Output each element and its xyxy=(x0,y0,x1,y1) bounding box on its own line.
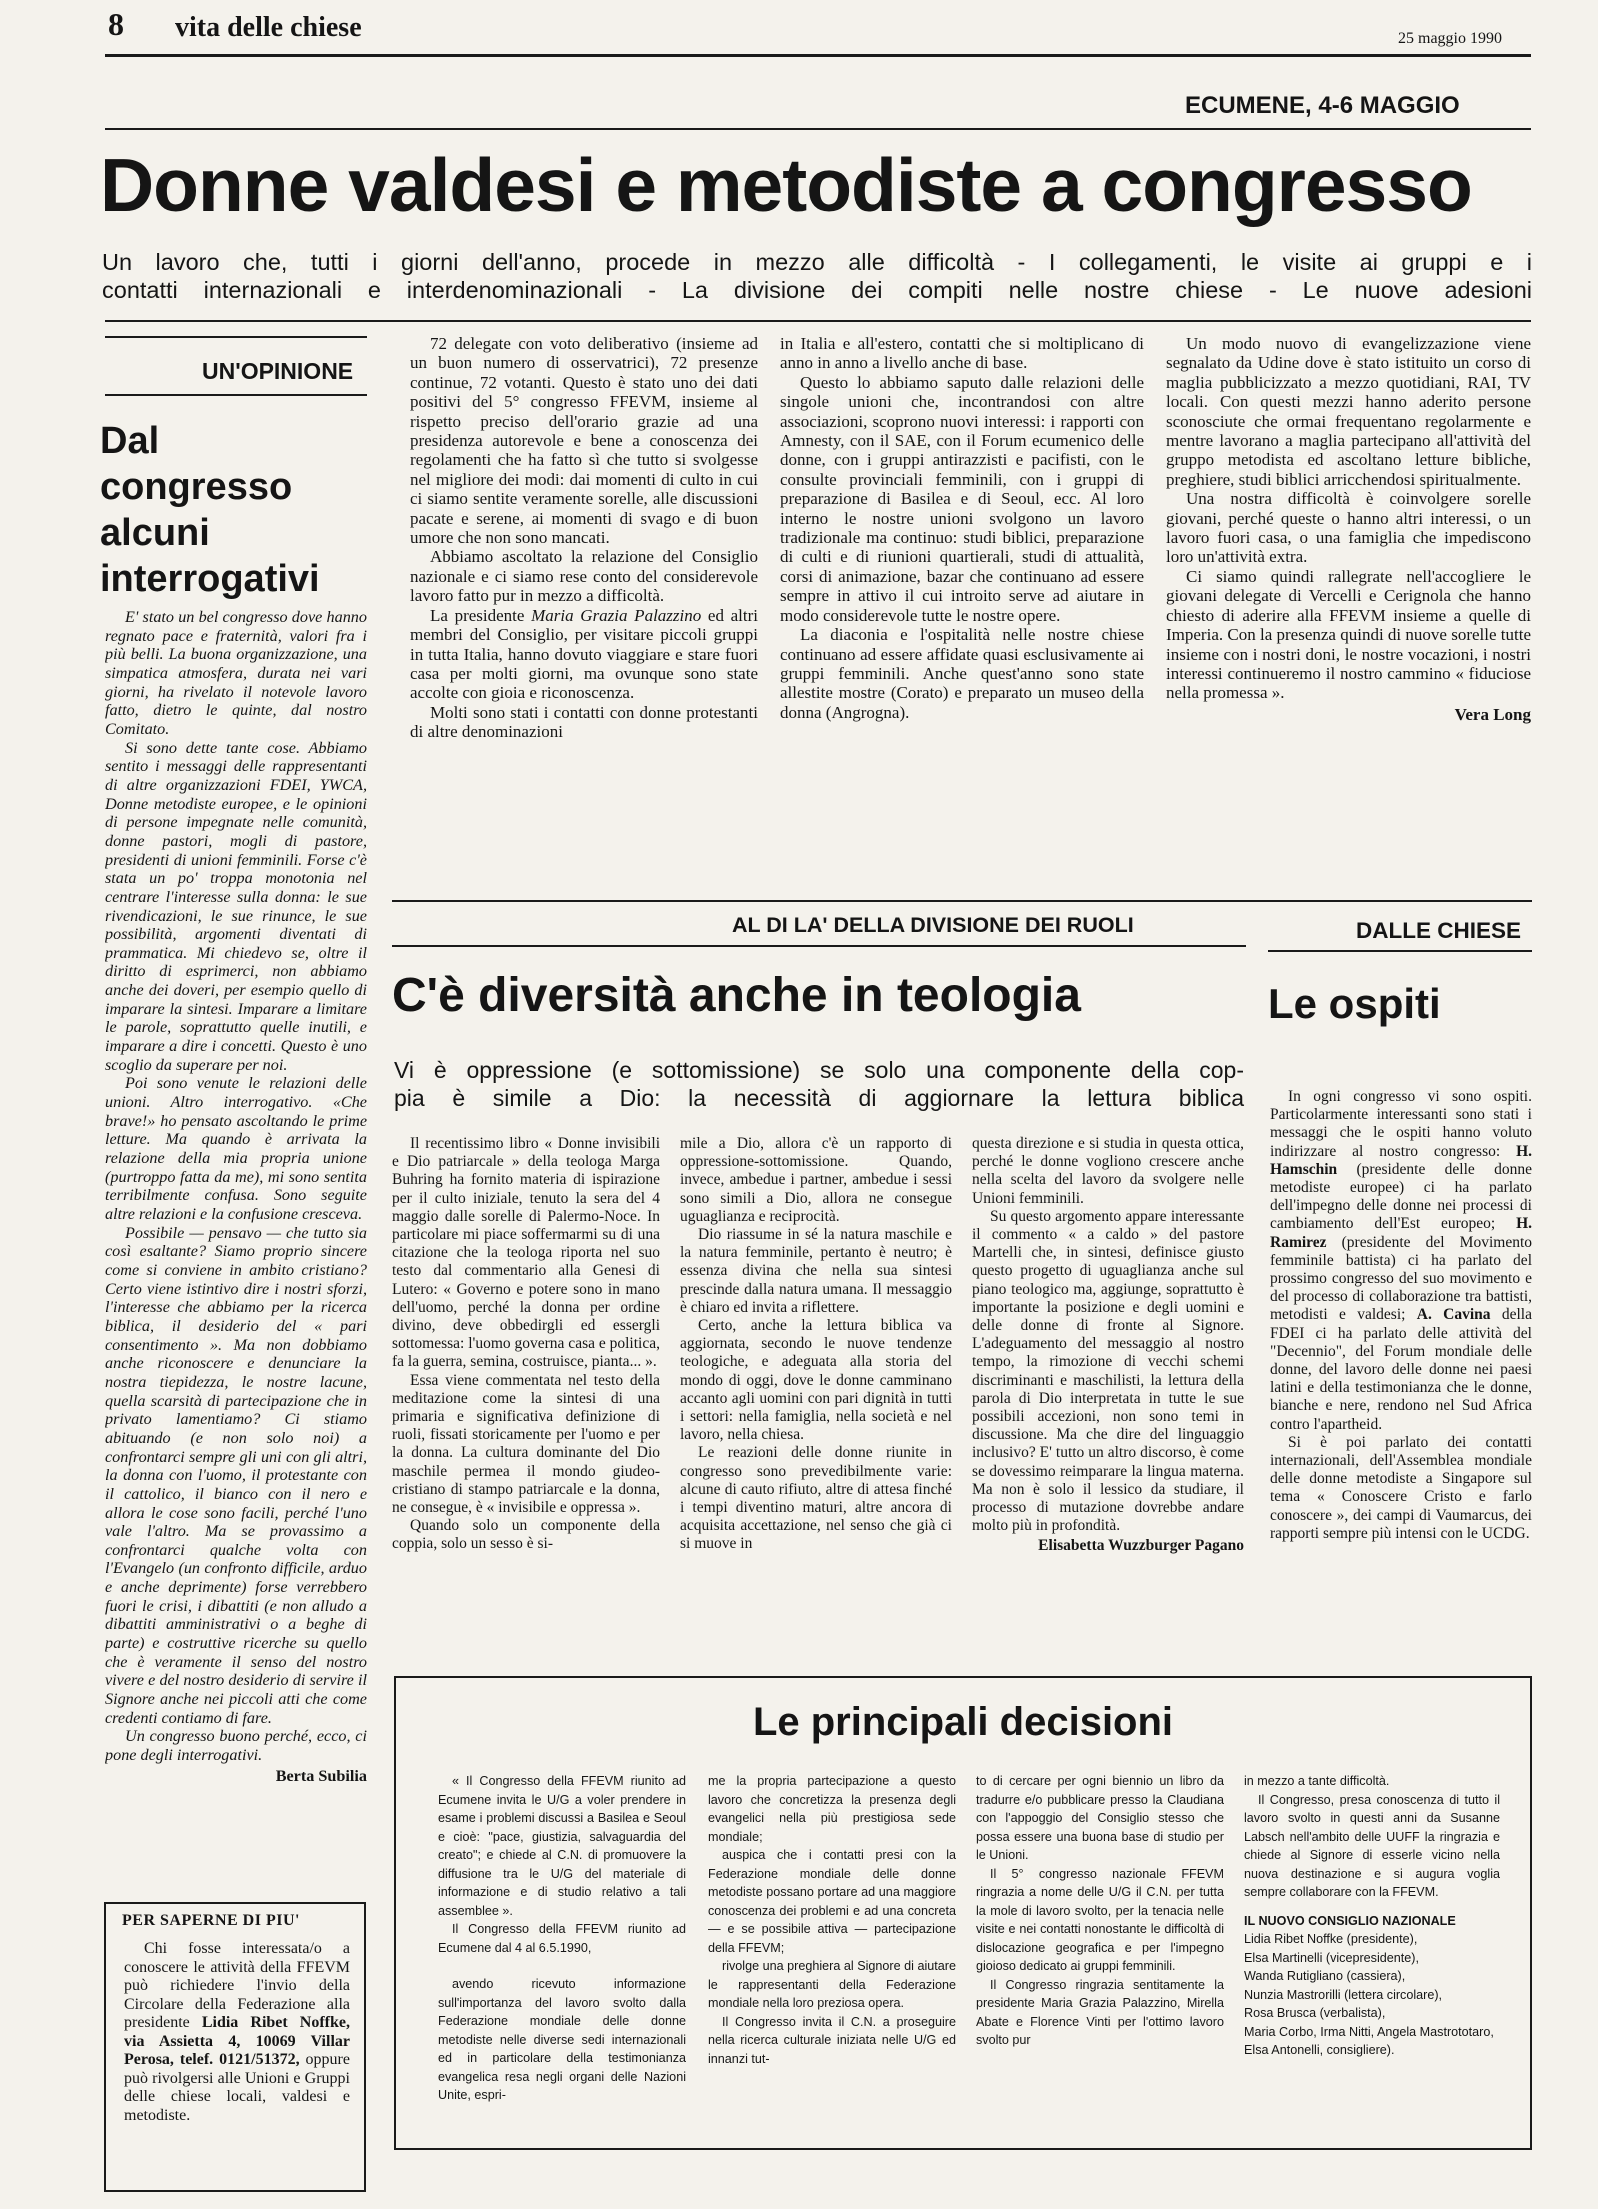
decisions-col4-p2: Il Congresso, presa conoscenza di tutto il lavoro svolto in questi anni da Susanne Labsch nell'ambito delle UUFF la ringrazia e chiede al Signore di esserle vicino nella nuova destinazione e si augura voglia sempre collaborare con la FFEVM. xyxy=(1244,1792,1500,1899)
header-rule xyxy=(105,54,1531,57)
main-col-3 xyxy=(1166,334,1531,910)
decisions-col2-p3: rivolge una preghiera al Signore di aiutare le rappresentanti della Federazione mondiale nella loro preziosa opera. xyxy=(708,1959,956,2010)
opinion-p3: Poi sono venute le relazioni delle unioni. Altro interrogativo. «Che brave!» ho pensato ascoltando le prime letture. Ma quando è arrivata la relazione della mia propria unione (purtroppo fatta da me), mi sono sentita terribilmente confusa. Sono seguite altre relazioni e la confusione cresceva. xyxy=(105,1074,367,1223)
decisions-col-4 xyxy=(1244,1772,1500,2134)
theology-author: Elisabetta Wuzzburger Pagano xyxy=(1038,1537,1244,1555)
theology-col1-p3: Quando solo un componente della coppia, solo un sesso è si- xyxy=(392,1517,660,1553)
guests-headline: Le ospiti xyxy=(1268,980,1441,1027)
council-title: IL NUOVO CONSIGLIO NAZIONALE xyxy=(1244,1913,1456,1928)
decisions-col-3 xyxy=(976,1772,1224,2134)
main-col1-p4: Molti sono stati i contatti con donne protestanti di altre denominazioni xyxy=(410,702,758,742)
theology-col3-p1: questa direzione e si studia in questa ottica, perché le donne vogliono crescere anche nella scelta del lavoro da svolgere nelle Unioni femminili. xyxy=(972,1135,1244,1207)
main-col2-p3: La diaconia e l'ospitalità nelle nostre chiese continuano ad essere affidate quasi esclusivamente ai gruppi femminili. Anche quest'anno sono state allestite mostre (Corato) e preparato un museo della donna (Angrogna). xyxy=(780,625,1144,722)
theology-col3-p2: Su questo argomento appare interessante il commento « a caldo » del pastore Martelli che, in sintesi, definisce giusto questo progetto di uguaglianza anche sul piano teologico ma, aggiunge, soprattutto è importante la posizione e degli uomini e delle donne di fronte al Signore. L'adeguamento del messaggio al nostro tempo, la rimozione di vecchi schemi discriminanti e maschilisti, la lettura della parola di Dio interpretata in tutte le sue possibili accezioni, non sono temi in discussione. Ma che dire del linguaggio inclusivo? E' tutto un altro discorso, è come se dovessimo reimparare la lingua materna. Ma non è solo il lessico da studiare, il processo di mutazione dovrebbe andare molto più in profondità. xyxy=(972,1207,1244,1535)
decisions-col-2 xyxy=(708,1772,956,2134)
main-subtitle-line1: Un lavoro che, tutti i giorni dell'anno, procede in mezzo alle difficoltà - I collegamenti, le visite ai gruppi e i xyxy=(102,249,1532,275)
main-col2-p1: in Italia e all'estero, contatti che si moltiplicano di anno in anno a livello anche di base. xyxy=(780,334,1144,373)
decisions-col2-p1: me la propria partecipazione a questo lavoro che concretizza la presenza degli evangelici nella più prestigiosa sede mondiale; xyxy=(708,1774,956,1844)
decisions-col1-p2: Il Congresso della FFEVM riunito ad Ecumene dal 4 al 6.5.1990, xyxy=(438,1922,686,1955)
theology-col-3 xyxy=(972,1135,1244,1655)
council-member: Wanda Rutigliano (cassiera), xyxy=(1244,1969,1406,1983)
main-col1-p1: 72 delegate con voto deliberativo (insieme ad un buon numero di osservatrici), 72 presenze continue, 72 votanti. Questo è stato uno dei dati positivi del 5° congresso FFEVM, insieme al rispetto preciso dell'orario grazie ad una presidenza autorevole e bene a conoscenza dei regolamenti che ha fatto sì che tutto si svolgesse nel migliore dei modi: dai momenti di culto in cui ci siamo sentite veramente sorelle, alle discussioni pacate e serene, ai momenti di svago e di buon umore che non sono mancati. xyxy=(410,334,758,548)
decisions-col4-p1: in mezzo a tante difficoltà. xyxy=(1244,1774,1390,1788)
main-col3-p1: Un modo nuovo di evangelizzazione viene segnalato da Udine dove è stato istituito un corso di maglia pubblicizzato a mezzo quotidiani, RAI, TV locali. Con questi mezzi hanno aderito persone sconosciute che ormai frequentano regolarmente e mentre lavorano a maglia partecipano all'attività del gruppo metodista ed ascoltano letture bibliche, preghiere, studi biblici arricchendosi spiritualmente. xyxy=(1166,334,1531,489)
main-col3-p3: Ci siamo quindi rallegrate nell'accogliere le giovani delegate di Vercelli e Cerignola che hanno chiesto di aderire alla FFEVM insieme a quelle di Imperia. Con la presenza quindi di nuove sorelle tutte insieme con i nostri doni, le nostre vocazioni, i nostri interessi continueremo il nostro cammino « fiduciose nella promessa ». xyxy=(1166,566,1531,703)
council-member: Maria Corbo, Irma Nitti, Angela Mastrototaro, Elsa Antonelli, consigliere). xyxy=(1244,2024,1494,2057)
opinion-kicker: UN'OPINIONE xyxy=(202,358,354,384)
main-kicker: ECUMENE, 4-6 MAGGIO xyxy=(1185,92,1460,119)
main-col-1 xyxy=(410,334,758,910)
theology-col2-p1: mile a Dio, allora c'è un rapporto di oppressione-sottomissione. Quando, invece, ambedue i partner, ambedue i sessi sono simili a Dio, allora ne consegue uguaglianza e reciprocità. xyxy=(680,1135,952,1225)
issue-date: 25 maggio 1990 xyxy=(1398,30,1502,47)
main-col2-p2: Questo lo abbiamo saputo dalle relazioni delle singole unioni che, incontrandosi con altre associazioni, scoprono nuovi interessi: i rapporti con Amnesty, con il SAE, con il Forum ecumenico delle donne, con i gruppi antirazzisti e pacifisti, con le consulte provinciali femminili, con i gruppi di preparazione di Basilea e di Seoul, ecc. Al loro interno le nostre unioni svolgono un lavoro tradizionale ma continuo: studi biblici, preparazione di culti e di riunioni quartierali, studi di attualità, corsi di animazione, bazar che continuano ad essere sempre in attivo il cui introito serve ad aiutare in modo considerevole tutte le nostre opere. xyxy=(780,372,1144,625)
theology-top-rule xyxy=(392,900,1532,902)
opinion-headline: Dal congresso alcuni interrogativi xyxy=(100,420,320,600)
theology-headline: C'è diversità anche in teologia xyxy=(392,969,1081,1022)
council-member: Lidia Ribet Noffke (presidente), xyxy=(1244,1932,1418,1946)
opinion-p4: Possibile — pensavo — che tutto sia così esaltante? Siamo proprio sincere come si conviene in ambito cristiano? Certo viene istintivo dire i nostri sforzi, l'interesse che abbiamo per la ricerca biblica, il desiderio del « pari consentimento ». Ma non dobbiamo anche riconoscere e denunciare la nostra tiepidezza, le nostre lacune, quella scarsità di partecipazione che in privato lamentiamo? Ci stiamo abituando (e non solo noi) a confrontarci sempre gli uni con gli altri, la donna con l'uomo, il protestante con il cattolico, il bianco con il nero e allora le cose sono facili, perché l'uno vale l'altro. Ma se provassimo a confrontarci qualche volta con l'Evangelo (un confronto difficile, arduo e anche deprimente) forse verrebbero fuori le crisi, i dibattiti (e non alludo a dibattiti amministrativi o a beghe di parte) e costruttive ricerche su quello che è veramente il senso del nostro vivere e del nostro desiderio di servire il Signore anche nei piccoli atti che come credenti contiamo di fare. xyxy=(105,1223,367,1727)
decisions-col1-p1: « Il Congresso della FFEVM riunito ad Ecumene invita le U/G a voler prendere in esame i problemi discussi a Basilea e Seoul e cioè: "pace, giustizia, salvaguardia del creato"; e chiede al C.N. di promuovere la diffusione tra le U/G del materiale di informazione e di studio relativo a tali assemblee ». xyxy=(438,1774,686,1918)
theology-col-2 xyxy=(680,1135,952,1655)
theology-col2-p2: Dio riassume in sé la natura maschile e la natura femminile, pertanto è neutro; è essenza divina che nella sua sintesi prescinde dalla natura umana. Il messaggio è chiaro ed invita a riflettere. xyxy=(680,1226,952,1316)
theology-col-1 xyxy=(392,1135,660,1655)
guests-body xyxy=(1270,1088,1532,1688)
main-headline: Donne valdesi e metodiste a congresso xyxy=(100,143,1472,227)
opinion-p2: Si sono dette tante cose. Abbiamo sentito i messaggi delle rappresentanti di altre organizzazioni FDEI, YWCA, Donne metodiste europee, e le opinioni di persone impegnate nelle comunità, donne pastori, mogli di pastore, presidenti di unioni femminili. Forse c'è stata un po' troppa monotonia nel centrare l'interesse sulla donna: le sue rivendicazioni, le sue rinunce, le sue possibilità, argomenti diventati di prammatica. Mi chiedevo se, oltre il diritto di esprimerci, non abbiamo anche dei doveri, per esempio quello di imparare la sintesi. Imparare a limitare le parole, soprattutto quelle inutili, e imparare a dire i concetti. Questo è uno scoglio da superare per noi. xyxy=(105,738,367,1074)
president-name: Maria Grazia Palazzino xyxy=(531,605,702,625)
council-member: Rosa Brusca (verbalista), xyxy=(1244,2006,1386,2020)
theology-col2-p4: Le reazioni delle donne riunite in congresso sono prevedibilmente varie: alcune di cauto rifiuto, altre di attesa finché i tempi diventino maturi, altre ancora di acquisita accettazione, nel senso che già ci si muove in xyxy=(680,1444,952,1553)
section-name: vita delle chiese xyxy=(175,12,362,43)
theology-col2-p3: Certo, anche la lettura biblica va aggiornata, secondo le nuove tendenze teologiche, e adeguata alla storia del mondo di oggi, dove le donne camminano accanto agli uomini con pari dignità in tutti i settori: nella famiglia, nella società e nel lavoro, nella chiesa. xyxy=(680,1317,952,1444)
theology-col1-p1: Il recentissimo libro « Donne invisibili e Dio patriarcale » della teologa Marga Buhring ha fornito materia di ispirazione per il culto iniziale, tenuto la sera del 4 maggio dalle sorelle di Palermo-Noce. In particolare mi piace soffermarmi su di una citazione che la teologa riporta nel suo testo dal commentario alla Genesi di Lutero: « Governo e potere sono in mano dell'uomo, perché la donna per ordine divino, deve obbedirgli ed essergli sottomessa: l'uomo governa casa e politica, fa la guerra, semina, costruisce, pianta... ». xyxy=(392,1135,660,1371)
main-col1-p3: La presidente Maria Grazia Palazzino ed altri membri del Consiglio, per visitare piccoli gruppi in tutta Italia, hanno dovuto viaggiare e stare fuori casa per molti giorni, ma ovunque sono state accolte con gioia e riconoscenza. xyxy=(410,605,758,703)
opinion-body xyxy=(105,608,367,1883)
kicker-rule xyxy=(105,128,1531,130)
decisions-col1-p3: avendo ricevuto informazione sull'importanza del lavoro svolto dalla Federazione mondiale delle donne metodiste nelle diverse sedi internazionali ed in particolare della testimonianza evangelica resa negli organi delle Nazioni Unite, espri- xyxy=(438,1977,686,2102)
guests-p2: Si è poi parlato dei contatti internazionali, dell'Assemblea mondiale delle donne metodiste a Singapore sul tema « Conoscere Cristo e farlo conoscere », dei campi di Vaumarcus, dei rapporti sempre più intensi con le UCDG. xyxy=(1270,1433,1532,1542)
info-box-title: PER SAPERNE DI PIU' xyxy=(122,1912,300,1929)
decisions-col3-p3: Il Congresso ringrazia sentitamente la presidente Maria Grazia Palazzino, Mirella Abate e Florence Vinti per l'ottimo lavoro svolto pur xyxy=(976,1977,1224,2047)
council-member: Nunzia Mastrorilli (lettera circolare), xyxy=(1244,1987,1443,2002)
main-col1-p2: Abbiamo ascoltato la relazione del Consiglio nazionale e ci siamo rese conto del considerevole lavoro fatto pur in mezzo a difficoltà. xyxy=(410,547,758,606)
page-number: 8 xyxy=(108,6,124,42)
decisions-headline: Le principali decisioni xyxy=(752,1700,1174,1744)
opinion-p1: E' stato un bel congresso dove hanno regnato pace e fraternità, valori fra i più belli. La buona organizzazione, una simpatica atmosfera, durata nei vari giorni, ha rivelato il notevole lavoro fatto, dietro le quinte, dal nostro Comitato. xyxy=(105,608,367,738)
guests-p1: In ogni congresso vi sono ospiti. Particolarmente interessanti sono stati i messaggi che le ospiti hanno voluto indirizzare al nostro congresso: H. Hamschin (presidente delle donne metodiste europee) ci ha parlato dell'impegno delle donne nei processi di cambiamento dell'Est europeo; H. Ramirez (presidente del Movimento femminile battista) ci ha parlato del prossimo congresso del suo movimento e del processo di collaborazione tra battisti, metodisti e valdesi; A. Cavina della FDEI ci ha parlato delle attività del "Decennio", del Forum mondiale delle donne, del lavoro delle donne nei paesi latini e della testimonianza che le donne, bianche e nere, rendono nel Sud Africa contro l'apartheid. xyxy=(1270,1088,1532,1433)
main-author: Vera Long xyxy=(1454,704,1531,724)
decisions-col-1 xyxy=(438,1772,686,2134)
president-address: Lidia Ribet Noffke, via Assietta 4, 10069 Villar Perosa, telef. 0121/51372, xyxy=(124,2014,350,2068)
info-box-p: Chi fosse interessata/o a conoscere le attività della FFEVM può richiedere l'invio della Circolare della Federazione alla presidente Lidia Ribet Noffke, via Assietta 4, 10069 Villar Perosa, telef. 0121/51372, oppure può rivolgersi alle Unioni e Gruppi delle chiese locali, valdesi e metodiste. xyxy=(124,1940,350,2124)
theology-kicker-rule xyxy=(392,945,1246,947)
opinion-author: Berta Subilia xyxy=(275,1766,367,1785)
decisions-col3-p2: Il 5° congresso nazionale FFEVM ringrazia a nome delle U/G il C.N. per tutta la mole di lavoro svolto, per la tenacia nelle visite e nei contatti nonostante le difficoltà di dislocazione geografica e per l'impegno gioioso dedicato ai gruppi femminili. xyxy=(976,1866,1224,1973)
subtitle-rule xyxy=(105,320,1531,322)
main-col-2 xyxy=(780,334,1144,910)
opinion-kicker-rule xyxy=(105,394,367,396)
main-subtitle xyxy=(102,248,1532,304)
guests-kicker-rule xyxy=(1268,950,1532,952)
decisions-col2-p2: auspica che i contatti presi con la Federazione mondiale delle donne metodiste possano portare ad una maggiore conoscenza dei problemi e ad una concreta — e se possibile attiva — partecipazione della FFEVM; xyxy=(708,1848,956,1955)
decisions-col3-p1: to di cercare per ogni biennio un libro da tradurre e/o pubblicare presso la Claudiana con l'appoggio del Consiglio stesso che possa essere una buona base di studio per le Unioni. xyxy=(976,1774,1224,1862)
theology-kicker: AL DI LA' DELLA DIVISIONE DEI RUOLI xyxy=(732,913,1134,937)
theology-col1-p2: Essa viene commentata nel testo della meditazione come la sintesi di una primaria e significativa definizione di ruoli, fissati storicamente per l'uomo e per la donna. La cultura dominante del Dio maschile permea il mondo giudeo-cristiano di stampo patriarcale e la donna, ne consegue, è « invisibile e oppressa ». xyxy=(392,1371,660,1517)
opinion-top-rule xyxy=(105,336,367,338)
decisions-col2-p4: Il Congresso invita il C.N. a proseguire nella ricerca culturale iniziata nelle U/G ed innanzi tut- xyxy=(708,2014,956,2066)
info-box-text xyxy=(124,1940,350,2180)
main-subtitle-line2: contatti internazionali e interdenominazionali - La divisione dei compiti nelle nostre chiese - Le nuove adesioni xyxy=(102,277,1532,303)
opinion-p5: Un congresso buono perché, ecco, ci pone degli interrogativi. xyxy=(105,1727,367,1765)
council-member: Elsa Martinelli (vicepresidente), xyxy=(1244,1950,1419,1965)
guests-kicker: DALLE CHIESE xyxy=(1356,918,1522,943)
theology-subtitle: Vi è oppressione (e sottomissione) se solo una componente della cop- pia è simile a Dio: la necessità di aggiornare la lettura biblica xyxy=(394,1057,1244,1111)
council-list xyxy=(1244,1930,1500,2060)
main-col3-p2: Una nostra difficoltà è coinvolgere sorelle giovani, perché queste o hanno altri interessi, o un lavoro fuori casa, o una famiglia che impediscono loro un'attività extra. xyxy=(1166,489,1531,567)
